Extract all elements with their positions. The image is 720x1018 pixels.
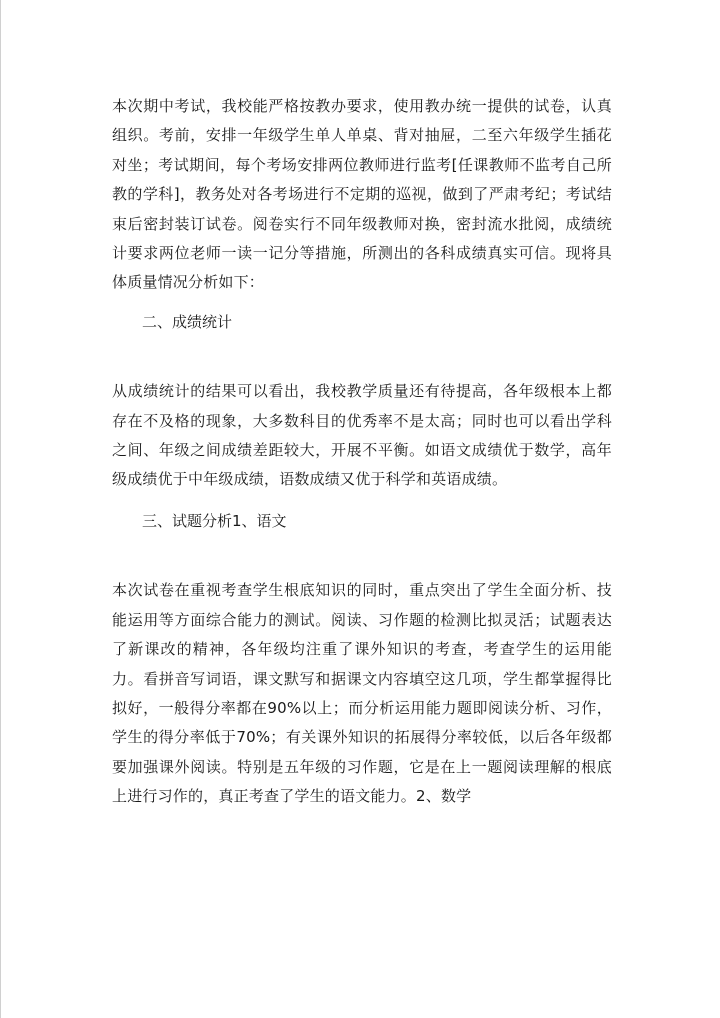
document-page — [112, 92, 612, 812]
section-heading-score-statistics: 二、成绩统计 — [142, 312, 233, 331]
chinese-analysis-paragraph: 本次试卷在重视考查学生根底知识的同时，重点突出了学生全面分析、技能运用等方面综合能力的测试。阅读、习作题的检测比拟灵活；试题表达了新课改的精神，各年级均注重了课外知识的考查，考查学生的运用能力。看拼音写词语，课文默写和据课文内容填空这几项，学生都掌握得比拟好，一般得分率都在90%以上；而分析运用能力题即阅读分析、习作，学生的得分率低于70%；有关课外知识的拓展得分率较低，以后各年级都要加强课外阅读。特别是五年级的习作题，它是在上一题阅读理解的根底上进行习作的，真正考查了学生的语文能力。2、数学 — [112, 581, 612, 806]
score-statistics-paragraph: 从成绩统计的结果可以看出，我校教学质量还有待提高，各年级根本上都存在不及格的现象，大多数科目的优秀率不是太高；同时也可以看出学科之间、年级之间成绩差距较大，开展不平衡。如语文成绩优于数学，高年级成绩优于中年级成绩，语数成绩又优于科学和英语成绩。 — [112, 382, 612, 489]
page-edge — [0, 0, 1, 1018]
intro-paragraph: 本次期中考试，我校能严格按教办要求，使用教办统一提供的试卷，认真组织。考前，安排一年级学生单人单桌、背对抽屉，二至六年级学生插花对坐；考试期间，每个考场安排两位教师进行监考[任课教师不监考自己所教的学科]，教务处对各考场进行不定期的巡视，做到了严肃考纪；考试结束后密封装订试卷。阅卷实行不同年级教师对换，密封流水批阅，成绩统计要求两位老师一读一记分等措施，所测出的各科成绩真实可信。现将具体质量情况分析如下： — [112, 97, 612, 292]
section-heading-test-analysis: 三、试题分析1、语文 — [142, 511, 287, 530]
